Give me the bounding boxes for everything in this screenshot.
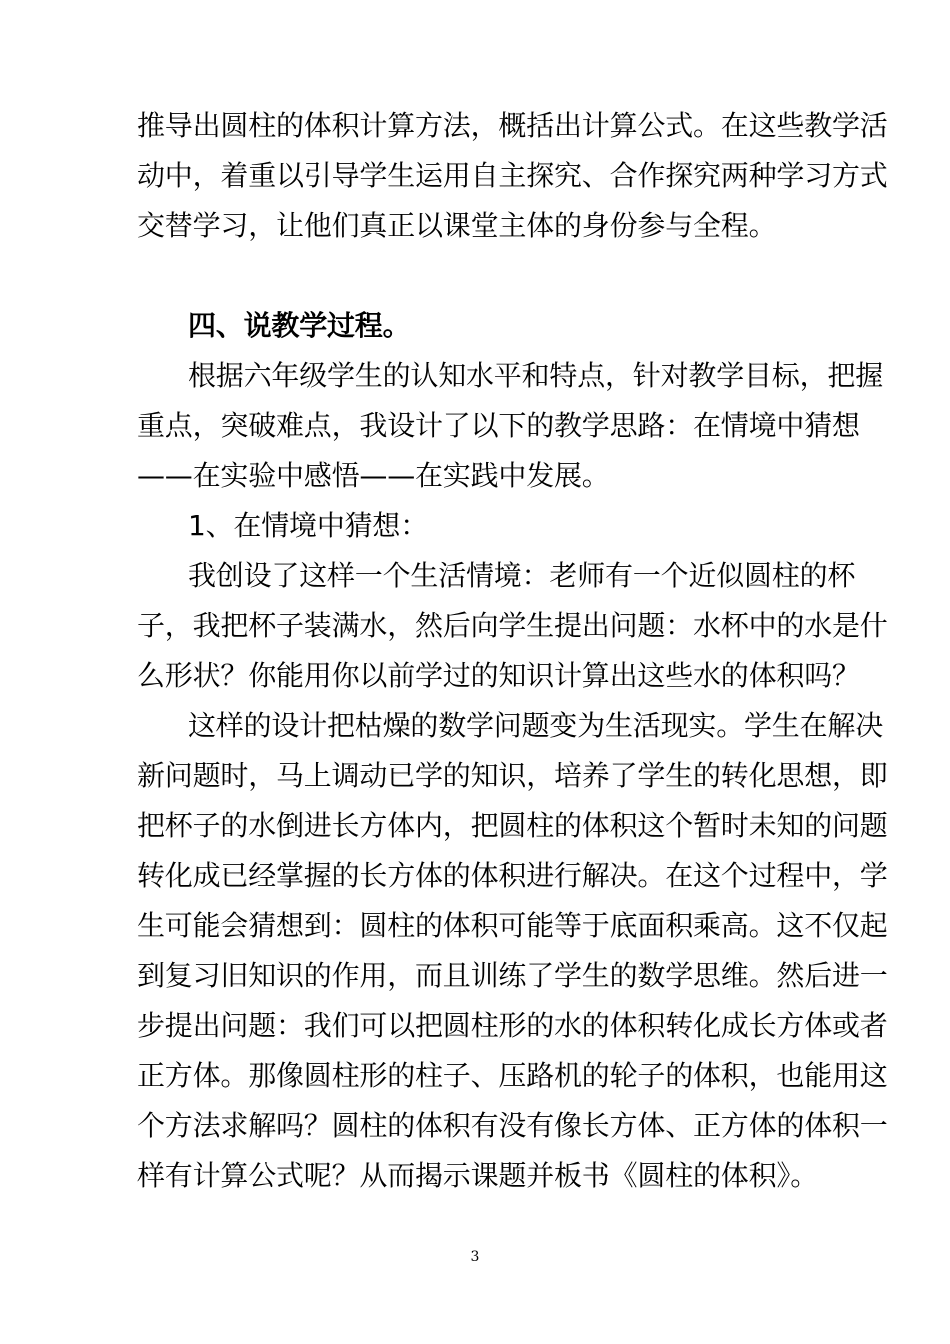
paragraph-line: 动中，着重以引导学生运用自主探究、合作探究两种学习方式	[137, 159, 888, 192]
paragraph-line: 推导出圆柱的体积计算方法，概括出计算公式。在这些教学活	[137, 109, 888, 142]
page-number: 3	[470, 1249, 480, 1265]
paragraph-line: 步提出问题：我们可以把圆柱形的水的体积转化成长方体或者	[137, 1009, 888, 1042]
paragraph-line: 根据六年级学生的认知水平和特点，针对教学目标，把握	[188, 359, 884, 392]
subsection-heading: 1、在情境中猜想：	[188, 509, 429, 542]
paragraph-line: 我创设了这样一个生活情境：老师有一个近似圆柱的杯	[188, 559, 856, 592]
paragraph-line: 到复习旧知识的作用，而且训练了学生的数学思维。然后进一	[137, 959, 888, 992]
section-heading: 四、说教学过程。	[188, 309, 411, 342]
paragraph-line: 把杯子的水倒进长方体内，把圆柱的体积这个暂时未知的问题	[137, 809, 888, 842]
paragraph-line: 重点，突破难点，我设计了以下的教学思路：在情境中猜想	[137, 409, 860, 442]
paragraph-line: 这样的设计把枯燥的数学问题变为生活现实。学生在解决	[188, 709, 884, 742]
paragraph-line: ——在实验中感悟——在实践中发展。	[137, 459, 610, 492]
paragraph-line: 生可能会猜想到：圆柱的体积可能等于底面积乘高。这不仅起	[137, 909, 888, 942]
paragraph-line: 子，我把杯子装满水，然后向学生提出问题：水杯中的水是什	[137, 609, 888, 642]
paragraph-line: 么形状？你能用你以前学过的知识计算出这些水的体积吗？	[137, 659, 860, 692]
paragraph-line: 交替学习，让他们真正以课堂主体的身份参与全程。	[137, 209, 777, 242]
paragraph-line: 转化成已经掌握的长方体的体积进行解决。在这个过程中，学	[137, 859, 888, 892]
paragraph-line: 正方体。那像圆柱形的柱子、压路机的轮子的体积，也能用这	[137, 1059, 888, 1092]
paragraph-line: 个方法求解吗？圆柱的体积有没有像长方体、正方体的体积一	[137, 1109, 888, 1142]
paragraph-line: 样有计算公式呢？从而揭示课题并板书《圆柱的体积》。	[137, 1159, 819, 1192]
paragraph-line: 新问题时，马上调动已学的知识，培养了学生的转化思想，即	[137, 759, 888, 792]
